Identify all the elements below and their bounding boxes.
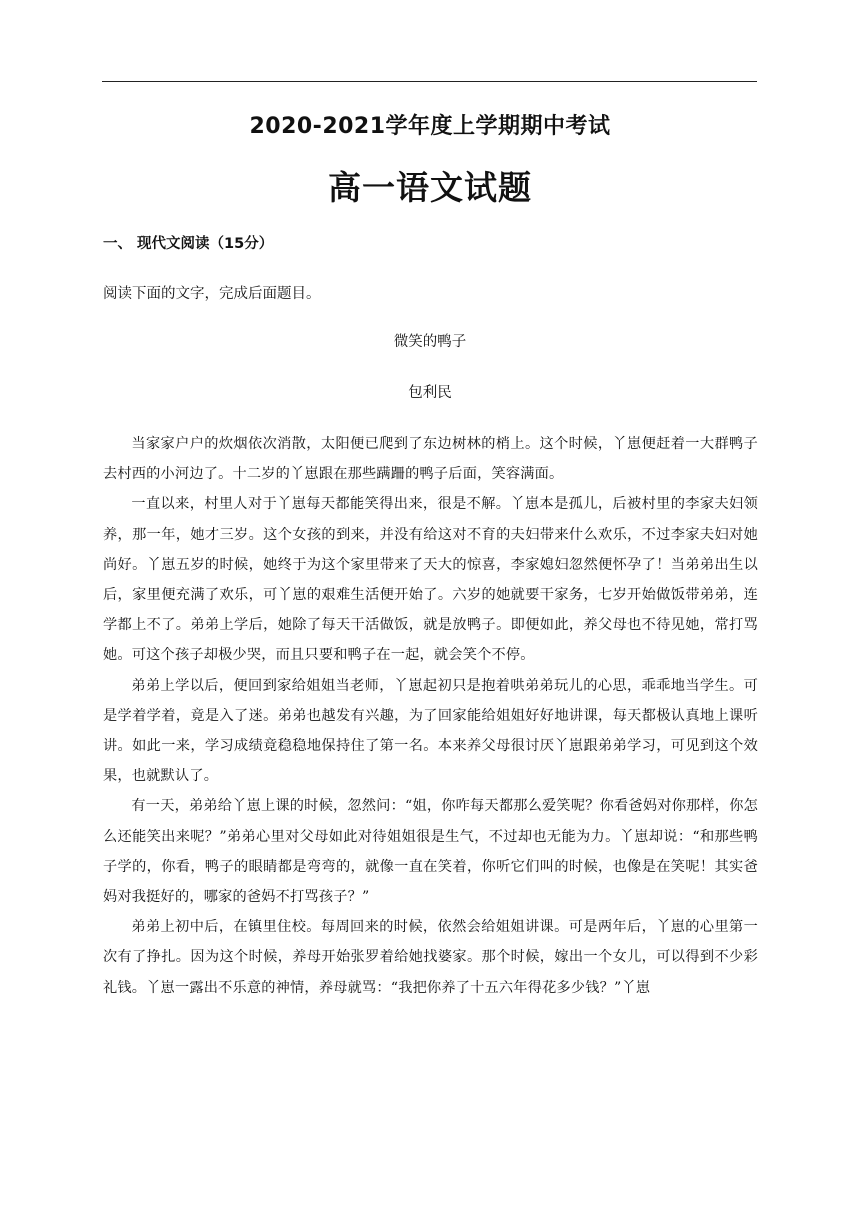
section-heading: 一、 现代文阅读（15分）	[103, 236, 274, 252]
story-paragraph: 一直以来，村里人对于丫崽每天都能笑得出来，很是不解。丫崽本是孤儿，后被村里的李家夫妇领养，那一年，她才三岁。这个女孩的到来，并没有给这对不育的夫妇带来什么欢乐，不过李家夫妇对她尚好。丫崽五岁的时候，她终于为这个家里带来了天大的惊喜，李家媳妇忽然便怀孕了！当弟弟出生以后，家里便充满了欢乐，可丫崽的艰难生活便开始了。六岁的她就要干家务，七岁开始做饭带弟弟，连学都上不了。弟弟上学后，她除了每天干活做饭，就是放鸭子。即便如此，养父母也不待见她，常打骂她。可这个孩子却极少哭，而且只要和鸭子在一起，就会笑个不停。	[103, 496, 758, 664]
exam-subtitle: 高一语文试题	[328, 168, 532, 207]
story-paragraph: 弟弟上初中后，在镇里住校。每周回来的时候，依然会给姐姐讲课。可是两年后，丫崽的心里第一次有了挣扎。因为这个时候，养母开始张罗着给她找婆家。那个时候，嫁出一个女儿，可以得到不少彩礼钱。丫崽一露出不乐意的神情，养母就骂：“我把你养了十五六年得花多少钱？”丫崽	[103, 919, 758, 996]
story-paragraph: 有一天，弟弟给丫崽上课的时候，忽然问：“姐，你咋每天都那么爱笑呢？你看爸妈对你那样，你怎么还能笑出来呢？”弟弟心里对父母如此对待姐姐很是生气，不过却也无能为力。丫崽却说：“和那些鸭子学的，你看，鸭子的眼睛都是弯弯的，就像一直在笑着，你听它们叫的时候，也像是在笑呢！其实爸妈对我挺好的，哪家的爸妈不打骂孩子？”	[103, 798, 758, 906]
header-rule	[102, 81, 757, 82]
reading-instruction: 阅读下面的文字，完成后面题目。	[103, 286, 321, 302]
exam-title: 2020-2021学年度上学期期中考试	[249, 114, 611, 139]
story-title: 微笑的鸭子	[393, 334, 467, 350]
story-paragraph: 弟弟上学以后，便回到家给姐姐当老师，丫崽起初只是抱着哄弟弟玩儿的心思，乖乖地当学生。可是学着学着，竟是入了迷。弟弟也越发有兴趣，为了回家能给姐姐好好地讲课，每天都极认真地上课听讲。如此一来，学习成绩竟稳稳地保持住了第一名。本来养父母很讨厌丫崽跟弟弟学习，可见到这个效果，也就默认了。	[103, 677, 758, 785]
story-body	[103, 429, 758, 1089]
story-author: 包利民	[408, 385, 452, 401]
story-paragraph: 当家家户户的炊烟依次消散，太阳便已爬到了东边树林的梢上。这个时候，丫崽便赶着一大群鸭子去村西的小河边了。十二岁的丫崽跟在那些蹒跚的鸭子后面，笑容满面。	[103, 436, 758, 483]
